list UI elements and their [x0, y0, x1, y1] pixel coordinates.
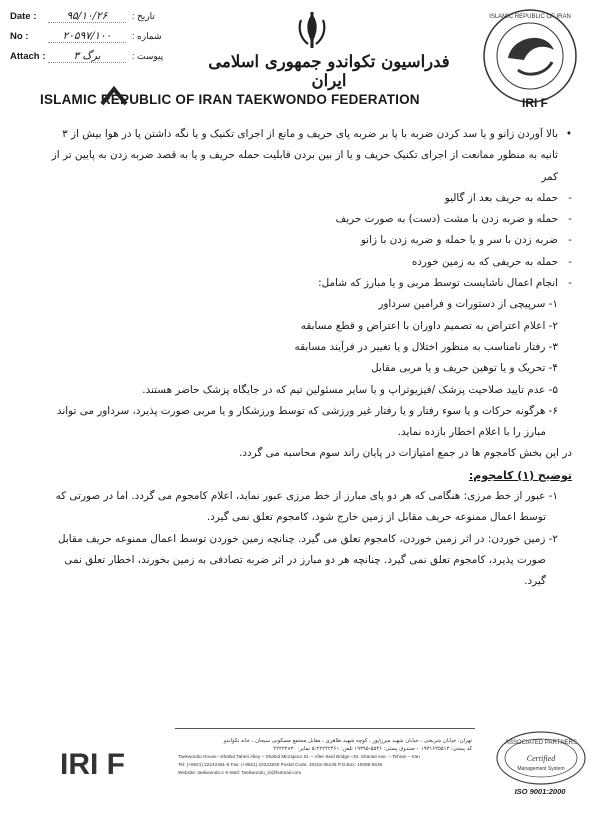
- iso-certification-badge: [494, 728, 589, 788]
- date-label-fa: تاریخ :: [132, 11, 155, 21]
- date-label-en: Date :: [10, 11, 37, 22]
- iso-badge-sub: Management System: [517, 766, 565, 772]
- body-line: - حمله به حریف بعد از گالیو: [42, 188, 572, 209]
- number-value: ۲۰۵۹۷/۱۰۰: [48, 30, 126, 43]
- iso-badge-mid: Certified: [526, 754, 556, 763]
- attach-label-fa: پیوست :: [132, 51, 164, 61]
- body-line: در این بخش کامجوم ها در جمع امتیازات در پایان راند سوم محاسبه می گردد.: [239, 447, 572, 460]
- date-value: ۹۵/۱۰/۲۶: [48, 10, 126, 23]
- attach-row: [10, 50, 185, 70]
- body-line: ۱- عبور از خط مرزی: هنگامی که هر دو پای مبارز از خط مرزی عبور نماید، اعلام کامجوم می گردد. اما در صورتی که توسط اعمال ممنوعه حریف مقابل از زمین خارج شود، کامجوم تعلق نمی گیرد.: [55, 490, 558, 524]
- body-line: ۲- زمین خوردن: در اثر زمین خوردن، کامجوم تعلق می گیرد. چنانچه زمین خوردن توسط اعمال ممنوعه حریف مقابل صورت پذیرد، کامجوم تعلق نمی گیرد. چنانچه هر دو مبارز در اثر ضربه تصادفی به زمین بخورند، اخطار تعلق نمی گیرد.: [58, 532, 558, 588]
- footer-logo-text: IRI F: [60, 748, 125, 778]
- federation-name-en: ISLAMIC REPUBLIC OF IRAN TAEKWONDO FEDERATION: [40, 92, 420, 107]
- federation-name-fa: فدراسیون تکواندو جمهوری اسلامی ایران: [208, 52, 450, 90]
- letter-meta: [10, 10, 185, 70]
- attach-value: ۳ برگ: [48, 50, 126, 63]
- body-line: ۴- تحریک و یا توهین حریف و یا مربی مقابل: [371, 362, 558, 375]
- body-line: ۱- سرپیچی از دستورات و فرامین سرداور: [378, 298, 558, 311]
- body-line: ۵- عدم تایید صلاحیت پزشک /فیزیوتراپ و یا سایر مسئولین تیم که در جایگاه پزشک حاضر هستند.: [142, 383, 558, 396]
- iso-label: ISO 9001:2000: [514, 787, 566, 796]
- number-row: [10, 30, 185, 50]
- chevron-icon: [100, 86, 128, 106]
- iso-badge-top: ASSOCIATED PARTNERS: [504, 740, 578, 746]
- footer-web-en: Website: taekwondo.ir E-Mail: Taekwondo_iri@hotmail.com: [178, 769, 302, 775]
- footer-address: [178, 738, 472, 777]
- body-line: ۲- اعلام اعتراض به تصمیم داوران با اعتراض و قطع مسابقه: [300, 319, 558, 332]
- iran-emblem-icon: [293, 10, 331, 50]
- seal-bottom-text: IRI F: [522, 96, 548, 110]
- svg-text:ISLAMIC REPUBLIC OF IRAN: ISLAMIC REPUBLIC OF IRAN: [489, 14, 571, 20]
- number-label-fa: شماره :: [132, 31, 162, 41]
- letter-body: [42, 124, 572, 593]
- number-label-en: No :: [10, 31, 29, 42]
- body-line: - انجام اعمال ناشایست توسط مربی و یا مبارز که شامل:: [42, 273, 572, 294]
- body-line: - حمله و ضربه زدن با مشت (دست) به صورت حریف: [42, 209, 572, 230]
- body-line: ۶- هرگونه حرکات و یا سوء رفتار و یا رفتار غیر ورزشی که توسط ورزشکار و یا مربی صورت پذیرد، سرداور می تواند مبارز را با اعلام اخطار بازده نماید.: [56, 404, 558, 439]
- body-line: • بالا آوردن زانو و یا سد کردن ضربه با پا بر ضربه پای حریف و مانع از اجرای تکنیک و یا نگه داشتن پا در هوا بیش از ۳ ثانیه به منظور ممانعت از اجرای تکنیک حریف و یا از بین بردن قابلیت حمله حریف و یا به قصد ضربه زدن به پایین تر از کمر: [42, 124, 572, 188]
- date-row: [10, 10, 185, 30]
- footer-contact-en: Tel: (+9821) 22242461-5 Fax: (+9821) 22222830 Postal Code: 19315-35136 P.O.Box: 19395-5536: [178, 762, 383, 768]
- footer-contact-fa: کد پستی: ۱۹۳۱۶۳۵۵۱۳ – صندوق پستی: ۵۵۳۶-۱۹۳۹۵ تلفن: ۲۲۲۴۲۴۶۱-۵ نمابر: ۲۲۲۲۲۸۳۰: [273, 745, 472, 752]
- body-line: ۳- رفتار نامناسب به منظور اختلال و یا تغییر در فرآیند مسابقه: [294, 340, 558, 353]
- footer-address-fa: تهران: خیابان شریعتی ، خیابان شهید میرزاپور ، کوچه شهید طاهری ، مقابل مجتمع مسکونی سیحان ، خانه تکواندو: [223, 738, 472, 744]
- body-line: - حمله به حریفی که به زمین خورده: [42, 252, 572, 273]
- iri-f-logo: [58, 746, 170, 778]
- section-heading: توضیح (۱) کامجوم:: [468, 468, 572, 482]
- attach-label-en: Attach :: [10, 51, 46, 62]
- footer-address-en: Taekwondo House –Shahid Taheri Alley – Shahid Mirzapour St. – After Seid Bridge –Dr. Shariati Ave. – Tehran – Iran: [178, 754, 420, 760]
- body-line: - ضربه زدن با سر و یا حمله و ضربه زدن با زانو: [42, 230, 572, 251]
- footer-divider: [175, 728, 475, 729]
